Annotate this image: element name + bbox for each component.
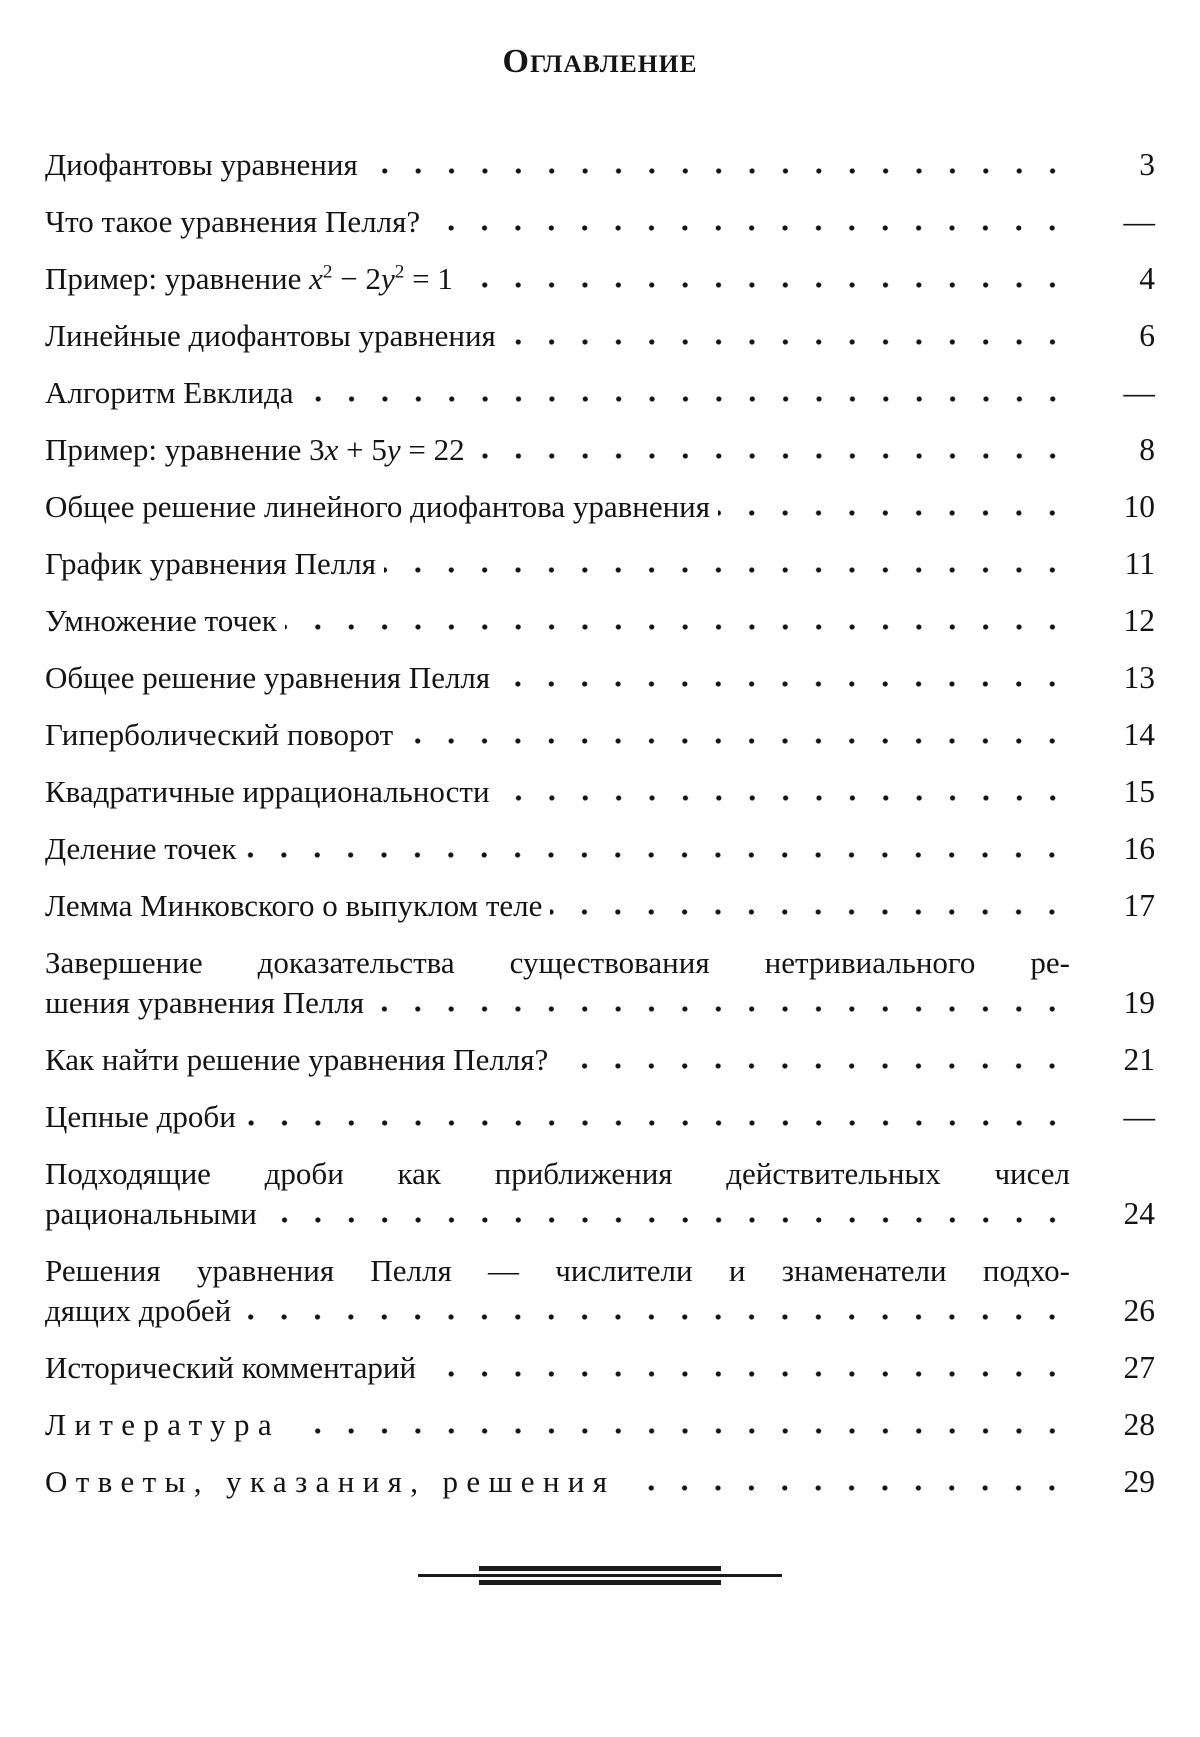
dot-leader — [424, 1348, 1075, 1388]
toc-entry-line — [45, 1348, 1155, 1388]
toc-entry-page-number: 11 — [1124, 546, 1155, 581]
toc-entry — [45, 544, 1155, 584]
toc-entry-first-line: Подходящие дроби как приближения действительных чисел — [45, 1156, 1070, 1191]
toc-entry-page-number: 6 — [1139, 318, 1155, 353]
divider-line-top — [479, 1566, 721, 1571]
math-variable: x — [324, 432, 339, 467]
toc-entry — [45, 487, 1155, 527]
toc-entry-title: Как найти решение уравнения Пелля? — [45, 1042, 549, 1077]
dot-leader — [556, 1040, 1075, 1080]
toc-entry-line — [45, 316, 1155, 356]
toc-entry-title: Ответы, указания, решения — [45, 1464, 616, 1499]
toc-entry — [45, 430, 1155, 470]
toc-entry-line — [45, 1462, 1155, 1502]
toc-list — [45, 145, 1155, 1502]
toc-entry-page-number: 17 — [1123, 888, 1155, 923]
toc-entry — [45, 601, 1155, 641]
dot-leader — [302, 373, 1075, 413]
dot-leader — [428, 202, 1075, 242]
section-divider — [418, 1566, 782, 1585]
toc-entry-line — [45, 886, 1155, 926]
dot-leader — [401, 715, 1075, 755]
toc-entry-title: Диофантовы уравнения — [45, 147, 358, 182]
toc-entry — [45, 943, 1155, 1023]
toc-entry-line — [45, 1291, 1155, 1331]
math-superscript: 2 — [394, 261, 405, 283]
toc-entry — [45, 1040, 1155, 1080]
toc-entry — [45, 316, 1155, 356]
toc-entry-line — [45, 487, 1155, 527]
toc-entry-line — [45, 772, 1155, 812]
toc-entry — [45, 145, 1155, 185]
page-title-rest: ГЛАВЛЕНИЕ — [529, 49, 698, 78]
toc-entry-title: Гиперболический поворот — [45, 717, 394, 752]
toc-entry-title: Умножение точек — [45, 603, 277, 638]
toc-entry-page-number: — — [1123, 204, 1155, 239]
divider-line-middle — [418, 1574, 782, 1577]
toc-entry — [45, 259, 1155, 299]
toc-entry-title: Пример: уравнение $x^2 - 2y^2 = 1$ — [45, 261, 453, 296]
math-superscript: 2 — [322, 261, 333, 283]
toc-entry — [45, 1154, 1155, 1234]
toc-entry-page-number: 3 — [1139, 147, 1155, 182]
dot-leader — [239, 1291, 1075, 1331]
dot-leader — [384, 544, 1075, 584]
toc-entry-page-number: 15 — [1123, 774, 1155, 809]
toc-entry-line — [45, 658, 1155, 698]
toc-entry — [45, 715, 1155, 755]
toc-entry-title: Квадратичные иррациональности — [45, 774, 490, 809]
toc-entry-title: График уравнения Пелля — [45, 546, 376, 581]
toc-entry — [45, 1405, 1155, 1445]
toc-entry-line — [45, 715, 1155, 755]
dot-leader — [473, 430, 1075, 470]
toc-entry-page-number: 19 — [1123, 985, 1155, 1020]
toc-entry — [45, 772, 1155, 812]
toc-entry-title: Общее решение уравнения Пелля — [45, 660, 491, 695]
dot-leader — [366, 145, 1075, 185]
toc-entry — [45, 373, 1155, 413]
math-variable: y — [381, 261, 395, 296]
toc-entry-page-number: 10 — [1123, 489, 1155, 524]
toc-entry — [45, 829, 1155, 869]
dot-leader — [244, 1097, 1075, 1137]
toc-entry-page-number: 27 — [1123, 1350, 1155, 1385]
toc-entry-line — [45, 373, 1155, 413]
toc-entry-line — [45, 259, 1155, 299]
toc-entry-line — [45, 983, 1155, 1023]
page-title-initial: О — [502, 43, 530, 80]
toc-entry-line — [45, 1405, 1155, 1445]
toc-entry-page-number: 8 — [1139, 432, 1155, 467]
toc-entry-line — [45, 601, 1155, 641]
toc-entry-title: Что такое уравнения Пелля? — [45, 204, 421, 239]
dot-leader — [285, 601, 1075, 641]
toc-entry-title: Пример: уравнение 3x + 5y = 22 — [45, 432, 465, 467]
toc-entry-title: Деление точек — [45, 831, 237, 866]
toc-entry-line — [45, 202, 1155, 242]
dot-leader — [504, 316, 1075, 356]
toc-entry-line — [45, 1194, 1155, 1234]
toc-page — [45, 0, 1155, 1585]
toc-entry — [45, 1462, 1155, 1502]
divider-line-bottom — [479, 1580, 721, 1585]
toc-entry-title: Литература — [45, 1407, 280, 1442]
dot-leader — [372, 983, 1075, 1023]
toc-entry — [45, 1348, 1155, 1388]
dot-leader — [550, 886, 1075, 926]
toc-entry-title: дящих дробей — [45, 1293, 232, 1328]
toc-entry-title: Общее решение линейного диофантова уравнения — [45, 489, 711, 524]
toc-entry — [45, 202, 1155, 242]
toc-entry — [45, 1251, 1155, 1331]
toc-entry — [45, 1097, 1155, 1137]
math-variable: y — [386, 432, 401, 467]
toc-entry-page-number: — — [1123, 375, 1155, 410]
toc-entry-page-number: 14 — [1123, 717, 1155, 752]
toc-entry-title: Алгоритм Евклида — [45, 375, 294, 410]
toc-entry-page-number: 13 — [1123, 660, 1155, 695]
toc-entry-line — [45, 1040, 1155, 1080]
toc-entry-title: Линейные диофантовы уравнения — [45, 318, 496, 353]
toc-entry-line — [45, 829, 1155, 869]
dot-leader — [498, 658, 1075, 698]
toc-entry-page-number: 4 — [1139, 261, 1155, 296]
dot-leader — [461, 259, 1075, 299]
toc-entry-title: рациональными — [45, 1196, 257, 1231]
toc-entry-page-number: 26 — [1123, 1293, 1155, 1328]
dot-leader — [498, 772, 1075, 812]
toc-entry-line — [45, 145, 1155, 185]
math-variable: x — [309, 261, 323, 296]
toc-entry-title: Цепные дроби — [45, 1099, 236, 1134]
toc-entry-page-number: 16 — [1123, 831, 1155, 866]
toc-entry — [45, 886, 1155, 926]
toc-entry-title: шения уравнения Пелля — [45, 985, 365, 1020]
toc-entry-line — [45, 1097, 1155, 1137]
toc-entry-line — [45, 430, 1155, 470]
toc-entry-first-line: Решения уравнения Пелля — числители и знаменатели подхо- — [45, 1253, 1070, 1288]
dot-leader — [623, 1462, 1075, 1502]
toc-entry-first-line: Завершение доказательства существования нетривиального ре- — [45, 945, 1070, 980]
toc-entry-page-number: 24 — [1123, 1196, 1155, 1231]
toc-entry-line — [45, 544, 1155, 584]
dot-leader — [718, 487, 1075, 527]
toc-entry-page-number: — — [1123, 1099, 1155, 1134]
toc-entry — [45, 658, 1155, 698]
toc-entry-page-number: 21 — [1123, 1042, 1155, 1077]
toc-entry-page-number: 28 — [1123, 1407, 1155, 1442]
toc-entry-page-number: 29 — [1123, 1464, 1155, 1499]
page-title — [45, 40, 1155, 85]
toc-entry-title: Лемма Минковского о выпуклом теле — [45, 888, 543, 923]
dot-leader — [288, 1405, 1075, 1445]
dot-leader — [244, 829, 1075, 869]
toc-entry-page-number: 12 — [1123, 603, 1155, 638]
toc-entry-title: Исторический комментарий — [45, 1350, 417, 1385]
dot-leader — [265, 1194, 1075, 1234]
